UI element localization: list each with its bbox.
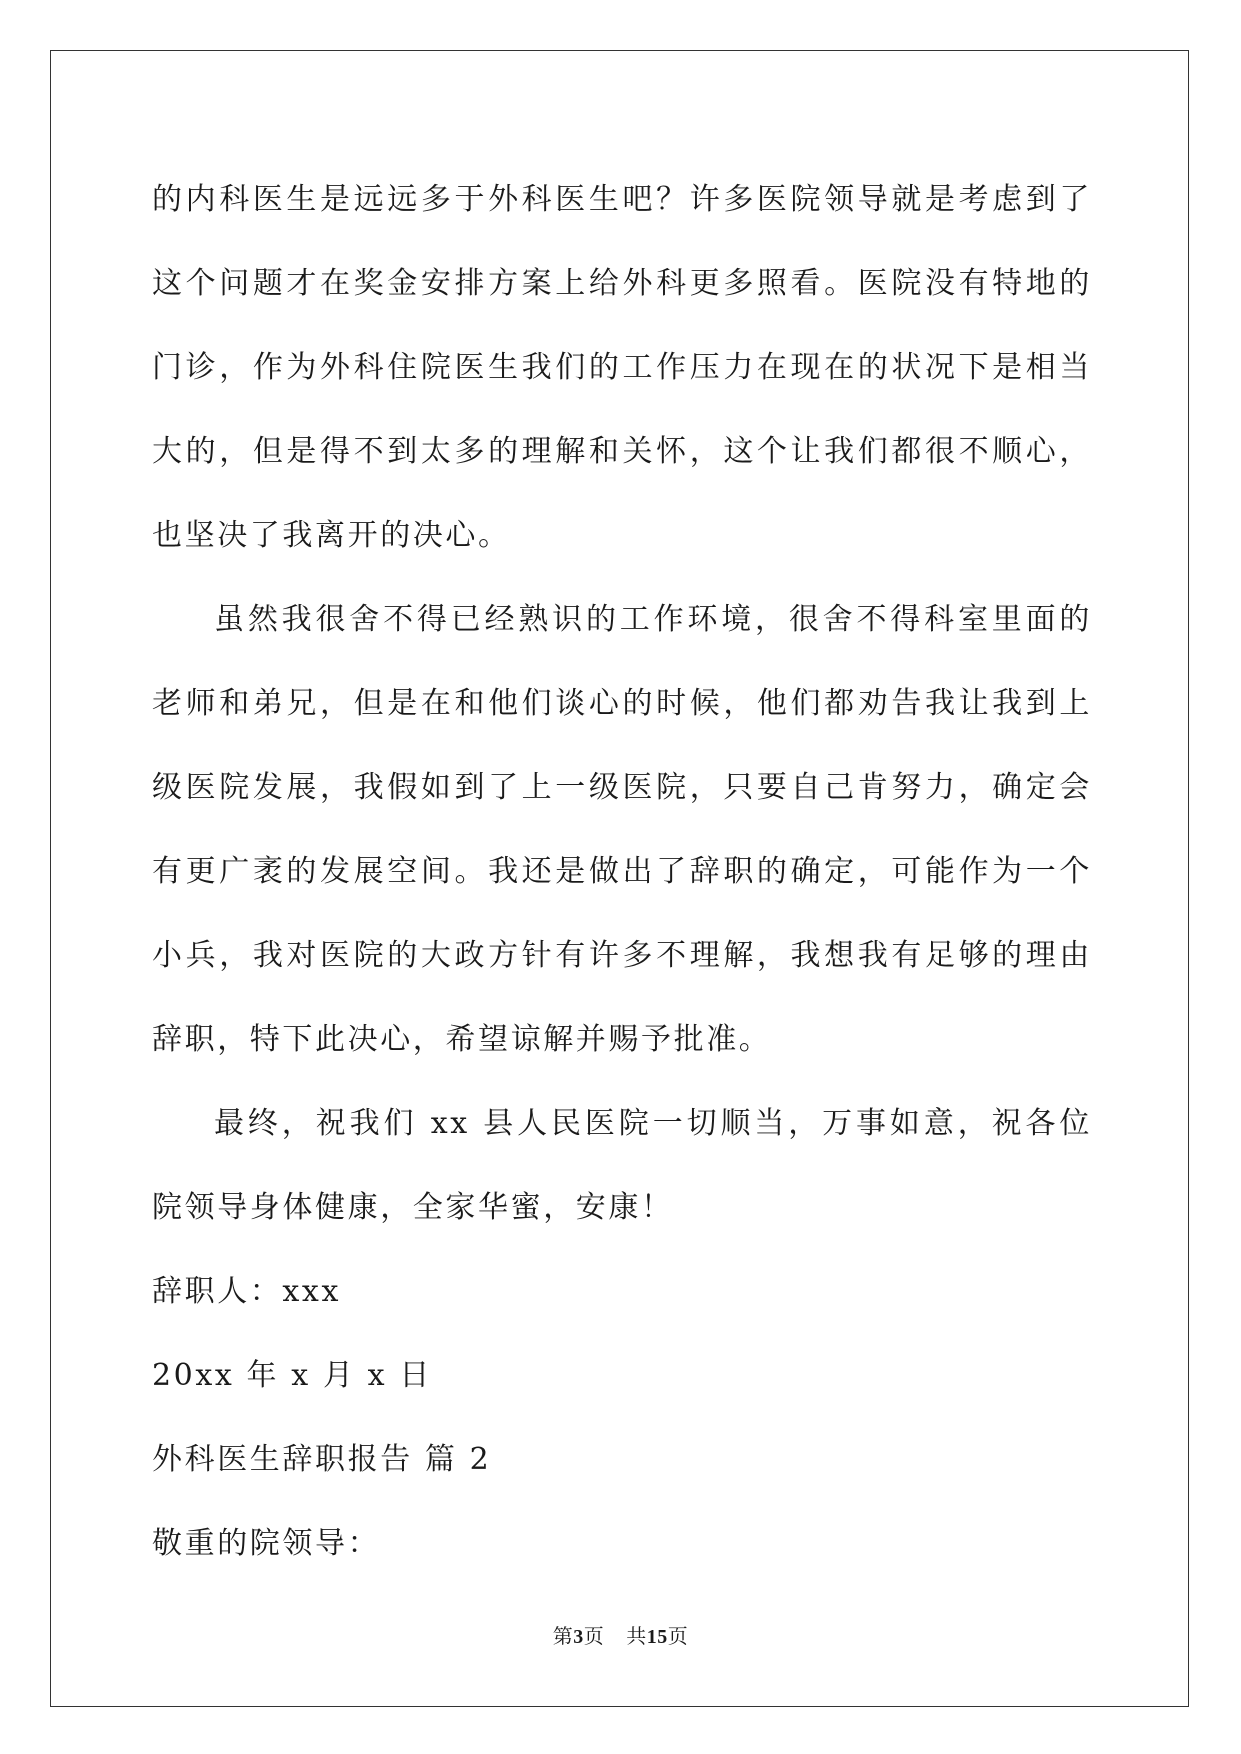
paragraph-closing: 最终，祝我们 xx 县人民医院一切顺当，万事如意，祝各位院领导身体健康，全家华蜜，安康！ [152,1106,1092,1225]
footer-page-number: 3 [573,1626,584,1648]
footer-total-prefix: 共 [626,1624,647,1648]
page-footer [0,1622,1241,1651]
paragraph-continued: 的内科医生是远远多于外科医生吧？许多医院领导就是考虑到了这个问题才在奖金安排方案上给外科更多照看。医院没有特地的门诊，作为外科住院医生我们的工作压力在现在的状况下是相当大的，但是得不到太多的理解和关怀，这个让我们都很不顺心，也坚决了我离开的决心。 [152,182,1092,553]
date-line: 20xx 年 x 月 x 日 [152,1358,432,1393]
footer-prefix: 第 [552,1624,574,1648]
footer-page-suffix: 页 [583,1624,605,1648]
footer-total-suffix: 页 [667,1624,689,1648]
section-title: 外科医生辞职报告 篇 2 [152,1442,492,1477]
signer-line: 辞职人：xxx [152,1274,341,1309]
salutation: 敬重的院领导： [152,1526,381,1561]
paragraph-reason: 虽然我很舍不得已经熟识的工作环境，很舍不得科室里面的老师和弟兄，但是在和他们谈心的时候，他们都劝告我让我到上级医院发展，我假如到了上一级医院，只要自己肯努力，确定会有更广袤的发展空间。我还是做出了辞职的确定，可能作为一个小兵，我对医院的大政方针有许多不理解，我想我有足够的理由辞职，特下此决心，希望谅解并赐予批准。 [152,602,1092,1057]
document-body [152,158,1092,1586]
footer-total-pages: 15 [646,1626,668,1648]
